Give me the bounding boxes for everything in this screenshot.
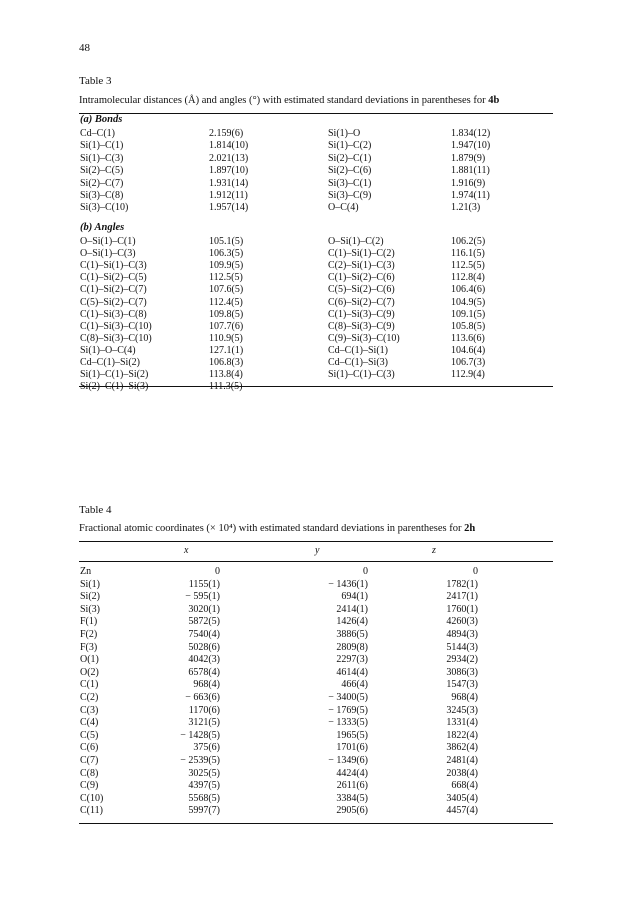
coord-z: 4894(3) — [446, 629, 478, 640]
column-y-header: y — [315, 545, 320, 556]
table-row — [80, 705, 554, 717]
atom-label: F(2) — [80, 629, 98, 640]
bond-label: C(1)–Si(2)–C(7) — [80, 284, 147, 296]
bond-value: 113.8(4) — [209, 369, 243, 381]
coord-x: 4042(3) — [188, 654, 220, 666]
bond-label: Si(2)–C(1)–Si(3) — [80, 381, 149, 393]
table-row — [80, 755, 554, 767]
bond-value: 104.6(4) — [451, 344, 486, 356]
table-row — [80, 140, 554, 152]
coord-y: 2905(6) — [336, 805, 368, 817]
table-row — [80, 345, 554, 357]
bond-label: Si(1)–C(1) — [80, 140, 124, 152]
bond-label: O–Si(1)–C(3) — [80, 248, 136, 260]
coord-x: 1155(1) — [188, 578, 220, 590]
table-row — [80, 667, 554, 679]
atom-label: O(2) — [80, 666, 99, 678]
coord-x: 6578(4) — [188, 666, 220, 678]
bond-label: Si(3)–C(8) — [80, 190, 124, 201]
bond-value: 1.957(14) — [209, 202, 249, 214]
bond-value: 111.3(5) — [209, 381, 243, 393]
atom-label: Si(2) — [80, 591, 100, 603]
table-row — [80, 153, 554, 165]
coord-x: − 1428(5) — [180, 729, 220, 741]
coord-z: 668(4) — [451, 780, 478, 792]
coord-z: 3086(3) — [446, 666, 478, 678]
table-row — [80, 297, 554, 309]
table-row — [80, 248, 554, 260]
bond-value: 106.2(5) — [451, 236, 486, 247]
bond-value: 1.916(9) — [451, 177, 486, 189]
table-row — [80, 369, 554, 381]
bond-label: Si(3)–C(10) — [80, 202, 129, 214]
coord-z: 1782(1) — [446, 578, 478, 590]
bond-label: O–Si(1)–C(1) — [80, 236, 136, 247]
bond-label: Si(1)–C(1)–Si(2) — [80, 369, 149, 381]
bond-value: 127.1(1) — [209, 344, 244, 356]
coord-y: − 3400(5) — [328, 692, 368, 703]
coord-y: 0 — [363, 566, 368, 577]
table-row — [80, 604, 554, 616]
bond-value: 105.8(5) — [451, 320, 486, 332]
bond-value: 1.947(10) — [451, 140, 491, 152]
table-row — [80, 190, 554, 202]
bond-label: C(8)–Si(3)–C(9) — [328, 320, 395, 332]
atom-label: C(7) — [80, 755, 99, 766]
coord-x: 0 — [215, 566, 220, 577]
bond-label: C(1)–Si(1)–C(2) — [328, 248, 395, 260]
atom-label: C(9) — [80, 780, 99, 792]
bond-label: Si(3)–C(9) — [328, 190, 372, 201]
table4-header-rule — [79, 561, 553, 562]
atom-label: C(10) — [80, 792, 104, 804]
table-row — [80, 272, 554, 284]
table-row — [80, 381, 554, 393]
table-row — [80, 128, 554, 140]
coord-z: 1760(1) — [446, 603, 478, 615]
bond-value: 2.159(6) — [209, 128, 244, 139]
bond-value: 112.5(5) — [209, 272, 243, 284]
bond-label: Si(1)–O–C(4) — [80, 344, 136, 356]
coord-x: 3020(1) — [188, 603, 220, 615]
atom-label: F(1) — [80, 616, 98, 628]
table3-angles-heading: (b) Angles — [80, 222, 125, 233]
coord-z: 0 — [473, 566, 478, 577]
atom-label: C(4) — [80, 717, 99, 729]
table-row — [80, 165, 554, 177]
table-row — [80, 284, 554, 296]
coord-y: 3384(5) — [336, 792, 368, 804]
coord-z: 2038(4) — [446, 767, 478, 779]
bond-value: 106.7(3) — [451, 357, 486, 368]
bond-label: Si(1)–C(3) — [80, 152, 124, 164]
bond-value: 112.9(4) — [451, 369, 485, 381]
atom-label: C(2) — [80, 692, 99, 703]
bond-value: 1.881(11) — [451, 165, 490, 177]
table-row — [80, 236, 554, 248]
table-row — [80, 629, 554, 641]
bond-label: C(2)–Si(1)–C(3) — [328, 260, 395, 272]
coord-x: 5568(5) — [188, 792, 220, 804]
table-row — [80, 357, 554, 369]
bond-value: 109.9(5) — [209, 260, 244, 272]
coord-x: 5872(5) — [188, 616, 220, 628]
bond-value: 109.1(5) — [451, 308, 486, 320]
bond-value: 2.021(13) — [209, 152, 249, 164]
bond-value: 106.3(5) — [209, 248, 244, 260]
bond-value: 112.5(5) — [451, 260, 485, 272]
atom-label: Si(1) — [80, 578, 100, 590]
bond-label: Si(1)–O — [328, 128, 361, 139]
coord-y: − 1333(5) — [328, 717, 368, 729]
table3-bonds-heading: (a) Bonds — [80, 114, 123, 125]
bond-value: 1.834(12) — [451, 128, 491, 139]
bond-label: C(1)–Si(3)–C(10) — [80, 320, 152, 332]
atom-label: F(3) — [80, 641, 98, 653]
atom-label: C(3) — [80, 704, 99, 716]
table-row — [80, 616, 554, 628]
atom-label: C(1) — [80, 679, 99, 691]
table-row — [80, 260, 554, 272]
coord-z: 1331(4) — [446, 717, 478, 729]
bond-label: C(5)–Si(2)–C(7) — [80, 296, 147, 308]
table-row — [80, 178, 554, 190]
atom-label: C(6) — [80, 742, 99, 754]
table-row — [80, 309, 554, 321]
table-row — [80, 642, 554, 654]
page-number: 48 — [79, 42, 90, 54]
bond-label: Cd–C(1)–Si(3) — [328, 357, 388, 368]
column-z-header: z — [432, 545, 436, 556]
column-x-header: x — [184, 545, 189, 556]
table3-caption-text: Intramolecular distances (Å) and angles (°) with estimated standard deviations in parentheses for — [79, 95, 486, 106]
table4-bottom-rule — [79, 823, 553, 824]
bond-value: 105.1(5) — [209, 236, 244, 247]
coord-x: 968(4) — [193, 679, 220, 691]
coord-x: − 2539(5) — [180, 755, 220, 766]
bond-label: C(1)–Si(2)–C(6) — [328, 272, 395, 284]
coord-z: 1822(4) — [446, 729, 478, 741]
table-row — [80, 654, 554, 666]
table-row — [80, 321, 554, 333]
table4-label: Table 4 — [79, 504, 112, 516]
table-row — [80, 679, 554, 691]
coord-z: 3862(4) — [446, 742, 478, 754]
coord-y: 2414(1) — [336, 603, 368, 615]
table-row — [80, 591, 554, 603]
coord-z: 968(4) — [451, 692, 478, 703]
coord-z: 5144(3) — [446, 641, 478, 653]
atom-label: Si(3) — [80, 603, 100, 615]
coord-x: 7540(4) — [188, 629, 220, 640]
coord-x: 5997(7) — [188, 805, 220, 817]
table-row — [80, 566, 554, 578]
table3-bottom-rule — [79, 386, 553, 387]
bond-label: Cd–C(1)–Si(1) — [328, 344, 388, 356]
table3-caption — [79, 95, 499, 106]
coord-y: 466(4) — [341, 679, 368, 691]
bond-value: 1.912(11) — [209, 190, 248, 201]
bond-label: Si(3)–C(1) — [328, 177, 372, 189]
bond-label: Si(2)–C(6) — [328, 165, 372, 177]
bond-value: 107.6(5) — [209, 284, 244, 296]
bond-label: C(1)–Si(3)–C(9) — [328, 308, 395, 320]
bond-value: 116.1(5) — [451, 248, 485, 260]
bond-label: C(1)–Si(1)–C(3) — [80, 260, 147, 272]
coord-x: 375(6) — [193, 742, 220, 754]
bond-label: Si(2)–C(1) — [328, 152, 372, 164]
atom-label: C(8) — [80, 767, 99, 779]
coord-x: 3121(5) — [188, 717, 220, 729]
coord-z: 2934(2) — [446, 654, 478, 666]
bond-value: 109.8(5) — [209, 308, 244, 320]
bond-value: 1.897(10) — [209, 165, 249, 177]
bond-value: 112.4(5) — [209, 296, 243, 308]
bond-label: C(6)–Si(2)–C(7) — [328, 296, 395, 308]
bond-label: Cd–C(1)–Si(2) — [80, 357, 140, 368]
coord-y: 4614(4) — [336, 666, 368, 678]
table-row — [80, 202, 554, 214]
coord-y: 2809(8) — [336, 641, 368, 653]
coord-y: 694(1) — [341, 591, 368, 603]
atom-label: C(5) — [80, 729, 99, 741]
coord-x: 3025(5) — [188, 767, 220, 779]
coord-y: − 1769(5) — [328, 704, 368, 716]
bond-label: Si(1)–C(2) — [328, 140, 372, 152]
bond-value: 112.8(4) — [451, 272, 485, 284]
table-row — [80, 742, 554, 754]
bond-label: O–Si(1)–C(2) — [328, 236, 384, 247]
table-row — [80, 780, 554, 792]
bond-label: C(5)–Si(2)–C(6) — [328, 284, 395, 296]
coord-y: 1965(5) — [336, 729, 368, 741]
bond-value: 110.9(5) — [209, 332, 243, 344]
table-row — [80, 793, 554, 805]
bond-value: 1.879(9) — [451, 152, 486, 164]
bond-value: 1.974(11) — [451, 190, 490, 201]
coord-y: 2611(6) — [336, 780, 368, 792]
bond-value: 107.7(6) — [209, 320, 244, 332]
bond-value: 1.21(3) — [451, 202, 481, 214]
coord-x: − 663(6) — [185, 692, 220, 703]
atom-label: C(11) — [80, 805, 103, 817]
table4-caption — [79, 523, 475, 534]
coord-y: 4424(4) — [336, 767, 368, 779]
bond-label: Cd–C(1) — [80, 128, 115, 139]
bond-value: 104.9(5) — [451, 296, 486, 308]
coord-z: 3405(4) — [446, 792, 478, 804]
bond-value: 106.4(6) — [451, 284, 486, 296]
bond-label: C(1)–Si(3)–C(8) — [80, 308, 147, 320]
bond-label: C(9)–Si(3)–C(10) — [328, 332, 400, 344]
table-row — [80, 805, 554, 817]
coord-x: 1170(6) — [188, 704, 220, 716]
table4-caption-text: Fractional atomic coordinates (× 10⁴) with estimated standard deviations in parentheses for — [79, 523, 462, 534]
atom-label: O(1) — [80, 654, 99, 666]
coord-y: − 1436(1) — [328, 578, 368, 590]
coord-y: 1701(6) — [336, 742, 368, 754]
coord-z: 1547(3) — [446, 679, 478, 691]
table-row — [80, 768, 554, 780]
coord-x: 4397(5) — [188, 780, 220, 792]
bond-label: O–C(4) — [328, 202, 359, 214]
table4-top-rule — [79, 541, 553, 542]
bond-label: C(1)–Si(2)–C(5) — [80, 272, 147, 284]
bond-label: Si(2)–C(7) — [80, 177, 124, 189]
table-row — [80, 579, 554, 591]
bond-value: 1.814(10) — [209, 140, 249, 152]
coord-x: − 595(1) — [185, 591, 220, 603]
coord-z: 2417(1) — [446, 591, 478, 603]
table3-top-rule — [79, 113, 553, 114]
coord-z: 2481(4) — [446, 755, 478, 766]
table4-compound: 2h — [464, 523, 476, 534]
coord-y: 2297(3) — [336, 654, 368, 666]
bond-label: Si(2)–C(5) — [80, 165, 124, 177]
atom-label: Zn — [80, 566, 92, 577]
bond-label: C(8)–Si(3)–C(10) — [80, 332, 152, 344]
bond-value: 106.8(3) — [209, 357, 244, 368]
bond-label: Si(1)–C(1)–C(3) — [328, 369, 395, 381]
bond-value: 1.931(14) — [209, 177, 249, 189]
coord-y: 3886(5) — [336, 629, 368, 640]
coord-y: − 1349(6) — [328, 755, 368, 766]
coord-y: 1426(4) — [336, 616, 368, 628]
table-row — [80, 333, 554, 345]
coord-z: 4457(4) — [446, 805, 478, 817]
table3-compound: 4b — [488, 95, 500, 106]
coord-z: 3245(3) — [446, 704, 478, 716]
table-row — [80, 730, 554, 742]
coord-z: 4260(3) — [446, 616, 478, 628]
coord-x: 5028(6) — [188, 641, 220, 653]
table3-label: Table 3 — [79, 75, 112, 87]
table-row — [80, 692, 554, 704]
table-row — [80, 717, 554, 729]
table4-column-headers — [80, 545, 554, 557]
bond-value: 113.6(6) — [451, 332, 485, 344]
